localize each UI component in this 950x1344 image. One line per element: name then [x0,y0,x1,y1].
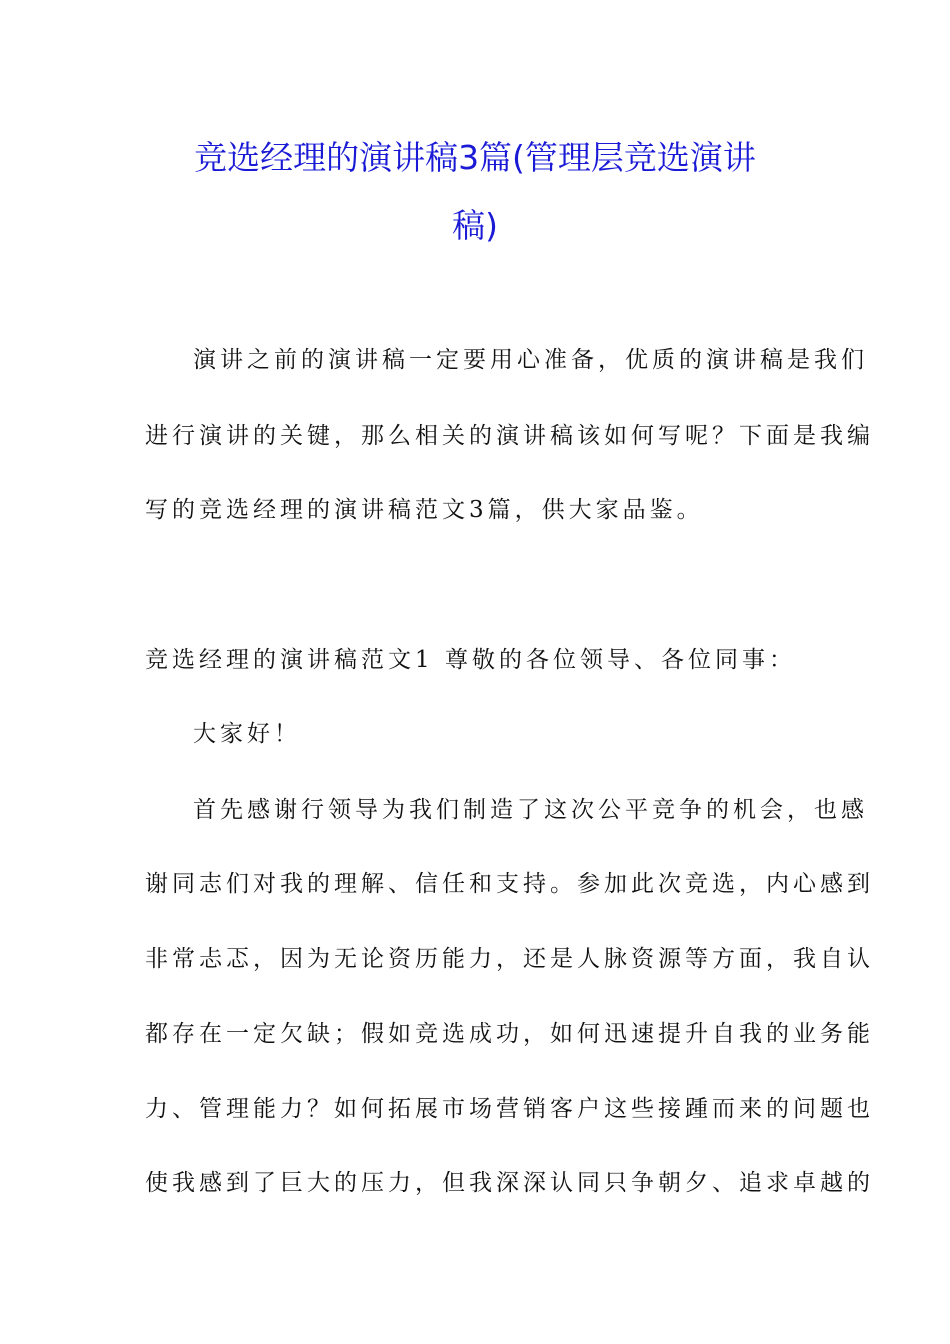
intro-line-3: 写的竞选经理的演讲稿范文3篇，供大家品鉴。 [145,497,704,523]
intro-line-1: 演讲之前的演讲稿一定要用心准备，优质的演讲稿是我们 [193,347,868,373]
body-line-6: 使我感到了巨大的压力，但我深深认同只争朝夕、追求卓越的 [145,1170,874,1196]
body-line-4: 都存在一定欠缺；假如竞选成功，如何迅速提升自我的业务能 [145,1021,874,1047]
body-line-2: 谢同志们对我的理解、信任和支持。参加此次竞选，内心感到 [145,871,874,897]
body-line-3: 非常忐忑，因为无论资历能力，还是人脉资源等方面，我自认 [145,946,874,972]
body-line-5: 力、管理能力？如何拓展市场营销客户这些接踵而来的问题也 [145,1096,874,1122]
body-line-1: 首先感谢行领导为我们制造了这次公平竞争的机会，也感 [193,797,868,823]
greeting: 大家好！ [193,721,301,747]
document-title-line-1: 竞选经理的演讲稿3篇(管理层竞选演讲 [194,138,756,177]
document-title-line-2: 稿) [452,206,498,245]
section-heading: 竞选经理的演讲稿范文1 尊敬的各位领导、各位同事： [145,647,796,673]
intro-line-2: 进行演讲的关键，那么相关的演讲稿该如何写呢？下面是我编 [145,423,874,449]
